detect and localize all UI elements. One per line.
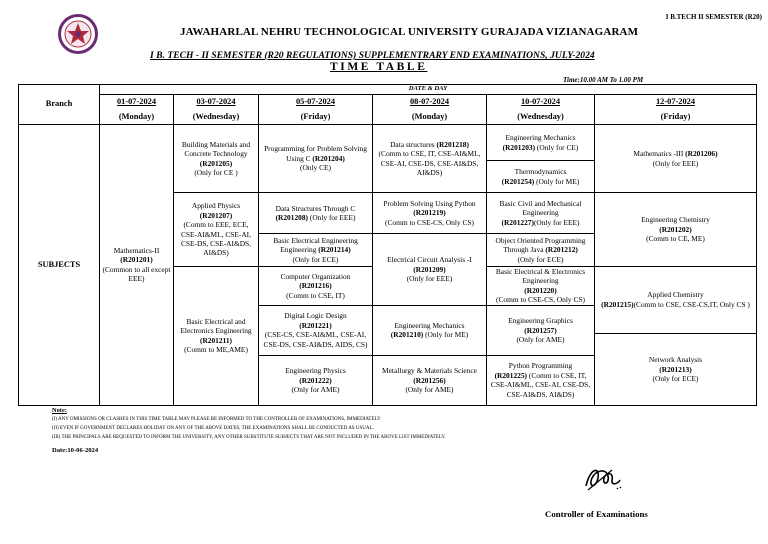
subject-code: (R201212)	[545, 245, 578, 255]
subject-name: Python Programming	[508, 361, 573, 371]
subject-code: (R201219)	[413, 208, 446, 218]
subject-name: Data structures	[390, 139, 435, 149]
subject-cell	[373, 305, 487, 355]
subject-cell	[259, 193, 373, 234]
subject-name: Thermodynamics	[514, 167, 567, 177]
subject-note: (Only for ECE)	[652, 374, 699, 384]
day-text: (Wednesday)	[517, 111, 564, 121]
day-text: (Friday)	[300, 111, 331, 121]
notes-section	[52, 405, 446, 442]
subject-cell	[595, 333, 757, 405]
controller-signature-label: Controller of Examinations	[545, 509, 648, 519]
subject-cell	[595, 267, 757, 334]
subject-code: (R201211)	[199, 335, 233, 345]
day-text: (Monday)	[411, 111, 448, 121]
day-text: (Friday)	[660, 111, 691, 121]
subject-note: (Only for EEE)	[533, 217, 580, 227]
date-text: 10-07-2024	[520, 96, 561, 106]
subject-note: (Comm to CSE, IT)	[286, 290, 345, 300]
exam-title: I B. TECH - II SEMESTER (R20 REGULATIONS) SUPPLEMENTRARY END EXAMINATIONS, JULY-2024	[150, 50, 595, 61]
subject-code: (R201201)	[120, 255, 153, 265]
subject-name: Engineering Physics	[285, 366, 346, 376]
date-text: 12-07-2024	[655, 96, 696, 106]
subject-cell	[373, 234, 487, 306]
subject-code: (R201209)	[413, 264, 446, 274]
subject-cell	[487, 267, 595, 306]
subject-note: (Only for EEE)	[309, 213, 356, 222]
branch-header: Branch	[19, 85, 100, 125]
subject-cell	[174, 267, 259, 406]
subject-name: Basic Electrical Engineering	[273, 235, 358, 245]
subject-code: (R201204)	[312, 153, 345, 163]
subject-note: (Only for ME)	[425, 330, 469, 340]
signature-icon	[582, 462, 624, 494]
subject-name: Applied Chemistry	[647, 290, 704, 300]
subject-name: Engineering Graphics	[508, 316, 573, 326]
note-item: (III) THE PRINCIPALS ARE REQUESTED TO INFORM THE UNIVERSITY, ANY OTHER SUBSTITUTE SUBJECTS THAT ARE NOT INCLUDED IN THE ABOVE LIST IMMEDIATELY.	[52, 434, 446, 440]
subject-name-suffix: Engineering	[280, 245, 319, 255]
subject-code: (R201256)	[413, 375, 446, 385]
date-text: 03-07-2024	[196, 96, 236, 106]
subject-name: Applied Physics	[191, 201, 241, 211]
subject-name: Building Materials and Concrete Technology	[181, 139, 251, 159]
subject-note: (Comm to CSE, CSE-CS,IT, Only CS )	[633, 299, 750, 309]
university-name: JAWAHARLAL NEHRU TECHNOLOGICAL UNIVERSITY GURAJADA VIZIANAGARAM	[180, 26, 639, 38]
date-day-header: DATE & DAY	[100, 85, 757, 95]
subject-name: Object Oriented Programming Through Java	[495, 235, 586, 255]
note-item: (I) ANY OMISSIONS OR CLASHES IN THIS TIME TABLE MAY PLEASE BE INFORMED TO THE CONTROLLER OF EXAMINATIONS, IMMEDIATELY	[52, 417, 381, 423]
date-header	[595, 95, 757, 125]
subject-cell	[595, 125, 757, 193]
subject-note: (Only for EEE)	[406, 274, 453, 284]
subject-name: Engineering Chemistry	[641, 215, 710, 225]
subject-code: (R201227)	[501, 217, 534, 227]
subject-note: (Only for AME)	[291, 385, 340, 395]
subject-name: Network Analysis	[648, 355, 703, 365]
subject-code: (R201225)	[494, 370, 527, 380]
subject-note: (Comm to CE, ME)	[646, 234, 705, 244]
date-header	[174, 95, 259, 125]
subject-cell	[174, 125, 259, 193]
subject-note: (Comm to CSE-CS, Only CS)	[496, 295, 585, 305]
subject-cell	[487, 305, 595, 355]
issue-date: Date:10-06-2024	[52, 447, 99, 454]
subject-name: Problem Solving Using Python	[383, 198, 476, 208]
subject-code: (R201203)	[502, 142, 536, 152]
date-header	[259, 95, 373, 125]
subject-name: Basic Electrical and Electronics Engineering	[180, 317, 252, 336]
subject-name: Computer Organization	[280, 271, 351, 281]
subject-note: (Common to all except EEE)	[102, 264, 171, 284]
subject-note: (Comm to ME,AME)	[184, 345, 248, 355]
subject-note: (Only CE)	[300, 163, 331, 173]
subjects-label: SUBJECTS	[19, 125, 100, 406]
subject-code: (R201206)	[685, 149, 718, 159]
note-item: (II) EVEN IF GOVERNMENT DECLARES HOLIDAY ON ANY OF THE ABOVE DATES, THE EXAMINATIONS SHALL BE CONDUCTED AS USUAL.	[52, 425, 374, 431]
subject-cell	[487, 125, 595, 161]
subject-note: (Comm to CSE, IT, CSE-AI&ML, CSE-AI, CSE-DS, CSE-AI&DS, AI&DS)	[490, 370, 591, 399]
time-note: Time:10.00 AM To 1.00 PM	[563, 76, 644, 84]
subject-code: (R201218)	[436, 139, 469, 149]
subject-note: (Only for ECE)	[517, 254, 564, 264]
timetable	[18, 84, 757, 406]
subject-cell	[373, 125, 487, 193]
subject-name: Engineering Mechanics	[394, 320, 465, 330]
subject-name: Engineering Mechanics	[505, 133, 576, 143]
subject-name: Metallurgy & Materials Science	[382, 366, 477, 376]
corner-label: I B.TECH II SEMESTER (R20)	[665, 13, 762, 21]
subject-note: (Only for CE )	[194, 167, 238, 177]
subject-name: Programming for Problem Solving Using C	[264, 144, 367, 163]
subject-name: Mathematics -III	[633, 149, 684, 159]
subject-note: (Comm to EEE, ECE, CSE-AI&ML, CSE-AI, CSE-DS, CSE-AI&DS, AI&DS)	[180, 220, 252, 258]
subject-code: (R201205)	[199, 158, 233, 168]
subject-code: (R201208)	[275, 213, 308, 222]
date-text: 05-07-2024	[295, 96, 336, 106]
subject-cell	[259, 355, 373, 405]
subject-cell	[487, 234, 595, 267]
date-header	[487, 95, 595, 125]
subject-code: (R201216)	[299, 281, 332, 291]
subject-code: (R201214)	[318, 245, 351, 255]
subject-name: Digital Logic Design	[284, 311, 347, 321]
subject-code: (R201202)	[659, 224, 692, 234]
subject-code: (R201221)	[299, 320, 332, 330]
subject-name: Data Structures Through C	[275, 203, 356, 213]
notes-title: Note:	[52, 407, 67, 414]
subject-cell	[373, 193, 487, 234]
university-logo-icon	[58, 14, 98, 54]
subject-code: (R201215)	[601, 299, 634, 309]
subject-name: Electrical Circuit Analysis -I	[387, 255, 472, 265]
subject-name: Mathematics-II	[113, 246, 160, 255]
timetable-title: TIME TABLE	[330, 61, 428, 73]
subject-code: (R201254)	[501, 176, 535, 186]
subject-cell	[487, 355, 595, 405]
subject-cell	[595, 193, 757, 267]
subject-cell	[259, 234, 373, 267]
subject-note: (Only for ECE)	[292, 254, 339, 264]
subject-code: (R201257)	[524, 325, 557, 335]
subject-note: (Only for ME)	[536, 176, 580, 186]
subject-name: Basic Civil and Mechanical Engineering	[499, 198, 582, 218]
subject-cell	[373, 355, 487, 405]
subject-note: (Comm to CSE-CS, Only CS)	[385, 217, 474, 227]
subject-name: Basic Electrical & Electronics Engineering	[495, 267, 586, 286]
day-text: (Wednesday)	[192, 111, 240, 121]
subject-cell	[259, 267, 373, 306]
subject-cell	[259, 305, 373, 355]
subject-cell	[259, 125, 373, 193]
subject-note: (Only for AME)	[516, 335, 565, 345]
subject-cell	[100, 125, 174, 406]
day-text: (Monday)	[118, 111, 155, 121]
subject-cell	[487, 161, 595, 193]
date-text: 01-07-2024	[116, 96, 157, 106]
subject-cell	[174, 193, 259, 267]
subject-code: (R201222)	[299, 375, 332, 385]
subject-note: (Only for EEE)	[652, 158, 699, 168]
subject-code: (R201220)	[524, 285, 557, 295]
date-text: 08-07-2024	[409, 96, 450, 106]
subject-code: (R201213)	[659, 364, 692, 374]
subject-note: (Only for CE)	[536, 142, 579, 152]
subject-code: (R201207)	[199, 210, 233, 220]
subject-note: (Only for AME)	[405, 385, 454, 395]
subject-note: (Comm to CSE, IT, CSE-AI&ML, CSE-AI, CSE-DS, CSE-AI&DS, AI&DS)	[378, 149, 481, 177]
subject-note: (CSE-CS, CSE-AI&ML, CSE-AI, CSE-DS, CSE-AI&DS, AIDS, CS)	[263, 330, 368, 349]
date-header	[100, 95, 174, 125]
subject-code: (R201210)	[390, 330, 424, 340]
subject-cell	[487, 193, 595, 234]
date-header	[373, 95, 487, 125]
